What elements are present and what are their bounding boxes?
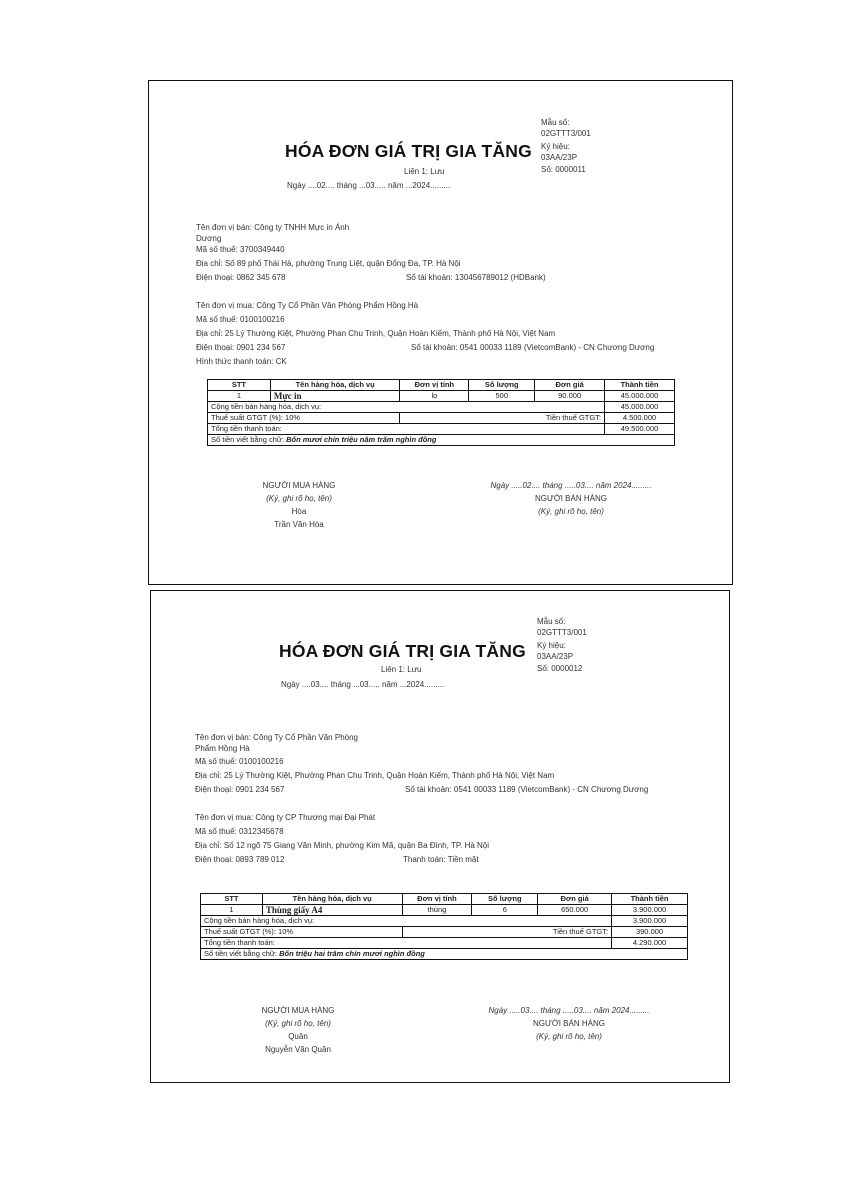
- amount-in-words: Bốn triệu hai trăm chín mươi nghìn đồng: [279, 949, 425, 958]
- invoice-date: Ngày ....02.... tháng ...03..... năm ...2024.........: [287, 181, 451, 190]
- subtotal-value: 45.000.000: [605, 402, 675, 413]
- table-row: [201, 905, 688, 916]
- table-header-row: [201, 894, 688, 905]
- buyer-sign-title: NGƯỜI MUA HÀNG: [262, 481, 336, 490]
- seller-sign-title: NGƯỜI BÁN HÀNG: [535, 494, 607, 503]
- seller-sign-title: NGƯỜI BÁN HÀNG: [533, 1019, 605, 1028]
- buyer-sign-note: (Ký, ghi rõ họ, tên): [266, 494, 332, 503]
- subtotal-value: 3.900.000: [612, 916, 688, 927]
- total-row: [208, 424, 675, 435]
- col-header: Đơn vị tính: [402, 894, 472, 905]
- subtotal-row: [201, 916, 688, 927]
- cell-amount: 3.900.000: [612, 905, 688, 916]
- total-label: Tổng tiền thanh toán:: [201, 938, 612, 949]
- invoice-meta: [541, 117, 591, 175]
- cell-item: Thùng giấy A4: [262, 905, 402, 916]
- buyer-address: Địa chỉ: Số 12 ngõ 75 Giang Văn Minh, phường Kim Mã, quận Ba Đình, TP. Hà Nội: [195, 841, 490, 850]
- subtotal-label: Cộng tiền bán hàng hóa, dịch vụ:: [208, 402, 605, 413]
- buyer-phone: Điện thoại: 0893 789 012: [195, 855, 285, 864]
- cell-stt: 1: [201, 905, 263, 916]
- payment-method: Hình thức thanh toán: CK: [196, 357, 287, 366]
- seller-account: Số tài khoản: 130456789012 (HDBank): [406, 273, 546, 282]
- cell-unit: lọ: [400, 391, 469, 402]
- buyer-sign-note: (Ký, ghi rõ họ, tên): [265, 1019, 331, 1028]
- col-header: Đơn vị tính: [400, 380, 469, 391]
- buyer-name: Tên đơn vị mua: Công ty CP Thương mại Đại Phát: [195, 813, 376, 822]
- seller-phone: Điện thoại: 0901 234 567: [195, 785, 285, 794]
- seller-signature: [469, 1004, 669, 1043]
- seller-phone: Điện thoại: 0862 345 678: [196, 273, 286, 282]
- buyer-tax: Mã số thuế: 0100100216: [196, 315, 285, 324]
- table-header-row: [208, 380, 675, 391]
- seller-name-cont: Dương: [196, 233, 222, 243]
- col-header: Số lượng: [469, 380, 535, 391]
- vat-rate: Thuế suất GTGT (%): 10%: [201, 927, 403, 938]
- payment-method: Thanh toán: Tiền mặt: [403, 855, 479, 864]
- invoice-2: [150, 590, 730, 1083]
- seller-name: Tên đơn vị bán: Công ty TNHH Mực in Ánh: [196, 223, 350, 232]
- amount-in-words-cell: [208, 435, 675, 446]
- subtotal-row: [208, 402, 675, 413]
- buyer-tax: Mã số thuế: 0312345678: [195, 827, 284, 836]
- items-table: [207, 379, 675, 446]
- col-header: Tên hàng hóa, dịch vụ: [270, 380, 400, 391]
- words-label: Số tiền viết bằng chữ:: [204, 949, 280, 958]
- vat-label: Tiền thuế GTGT:: [400, 413, 605, 424]
- symbol-value: 03AA/23P: [541, 153, 578, 162]
- buyer-sign-title: NGƯỜI MUA HÀNG: [261, 1006, 335, 1015]
- seller-sign-note: (Ký, ghi rõ họ, tên): [536, 1032, 602, 1041]
- seller-signature: [471, 479, 671, 518]
- col-header: Thành tiền: [605, 380, 675, 391]
- seller-name: Tên đơn vị bán: Công Ty Cổ Phần Văn Phòng: [195, 733, 358, 742]
- cell-unit: thùng: [402, 905, 472, 916]
- seller-sign-date: Ngày .....02.... tháng .....03.... năm 2024.........: [490, 481, 652, 490]
- col-header: Đơn giá: [535, 380, 605, 391]
- buyer-address: Địa chỉ: 25 Lý Thường Kiệt, Phường Phan Chu Trinh, Quận Hoàn Kiếm, Thành phố Hà Nội, Việt Nam: [196, 329, 556, 338]
- col-header: Thành tiền: [612, 894, 688, 905]
- invoice-number: Số: 0000012: [537, 664, 583, 673]
- form-value: 02GTTT3/001: [537, 628, 587, 637]
- col-header: STT: [201, 894, 263, 905]
- vat-row: [208, 413, 675, 424]
- words-label: Số tiền viết bằng chữ:: [211, 435, 287, 444]
- symbol-value: 03AA/23P: [537, 652, 574, 661]
- seller-name-cont: Phẩm Hồng Hà: [195, 743, 250, 753]
- symbol-label: Ký hiệu:: [537, 641, 566, 650]
- cell-stt: 1: [208, 391, 271, 402]
- total-value: 49.500.000: [605, 424, 675, 435]
- seller-tax: Mã số thuế: 0100100216: [195, 757, 284, 766]
- vat-rate: Thuế suất GTGT (%): 10%: [208, 413, 400, 424]
- form-label: Mẫu số:: [537, 617, 566, 626]
- buyer-sign: Hòa: [291, 507, 307, 516]
- symbol-label: Ký hiệu:: [541, 142, 570, 151]
- invoice-number: Số: 0000011: [541, 165, 586, 174]
- vat-amount: 390.000: [612, 927, 688, 938]
- col-header: STT: [208, 380, 271, 391]
- amount-in-words-cell: [201, 949, 688, 960]
- table-row: [208, 391, 675, 402]
- cell-item: Mực in: [270, 391, 400, 402]
- total-value: 4.290.000: [612, 938, 688, 949]
- buyer-sign-name: Trần Văn Hòa: [274, 520, 324, 529]
- buyer-phone: Điện thoại: 0901 234 567: [196, 343, 286, 352]
- subtotal-label: Cộng tiền bán hàng hóa, dịch vụ:: [201, 916, 612, 927]
- invoice-1: [148, 80, 733, 585]
- cell-qty: 6: [472, 905, 538, 916]
- invoice-title: HÓA ĐƠN GIÁ TRỊ GIA TĂNG: [285, 141, 532, 161]
- seller-tax: Mã số thuế: 3700349440: [196, 245, 285, 254]
- col-header: Tên hàng hóa, dịch vụ: [262, 894, 402, 905]
- total-row: [201, 938, 688, 949]
- buyer-sign: Quân: [288, 1032, 308, 1041]
- seller-sign-note: (Ký, ghi rõ họ, tên): [538, 507, 604, 516]
- seller-address: Địa chỉ: 25 Lý Thường Kiệt, Phường Phan Chu Trinh, Quận Hoàn Kiếm, Thành phố Hà Nội, Việt Nam: [195, 771, 555, 780]
- invoice-title: HÓA ĐƠN GIÁ TRỊ GIA TĂNG: [279, 641, 526, 661]
- invoice-meta: [537, 616, 587, 674]
- vat-amount: 4.500.000: [605, 413, 675, 424]
- invoice-date: Ngày ....03.... tháng ...03..... năm ...2024.........: [281, 680, 445, 689]
- seller-sign-date: Ngày .....03.... tháng .....03.... năm 2024.........: [488, 1006, 650, 1015]
- copy-label: Liên 1: Lưu: [404, 167, 445, 176]
- buyer-signature: [238, 1004, 358, 1056]
- buyer-sign-name: Nguyễn Văn Quân: [265, 1045, 331, 1054]
- col-header: Đơn giá: [538, 894, 612, 905]
- items-table: [200, 893, 688, 960]
- buyer-account: Số tài khoản: 0541 00033 1189 (VietcomBank) - CN Chương Dương: [411, 343, 655, 352]
- col-header: Số lượng: [472, 894, 538, 905]
- seller-address: Địa chỉ: Số 89 phố Thái Hà, phường Trung Liệt, quận Đống Đa, TP. Hà Nội: [196, 259, 461, 268]
- form-value: 02GTTT3/001: [541, 129, 591, 138]
- amount-in-words: Bốn mươi chín triệu năm trăm nghìn đồng: [286, 435, 437, 444]
- buyer-signature: [239, 479, 359, 531]
- words-row: [201, 949, 688, 960]
- cell-price: 650.000: [538, 905, 612, 916]
- cell-amount: 45.000.000: [605, 391, 675, 402]
- vat-label: Tiền thuế GTGT:: [402, 927, 612, 938]
- form-label: Mẫu số:: [541, 118, 570, 127]
- cell-price: 90.000: [535, 391, 605, 402]
- cell-qty: 500: [469, 391, 535, 402]
- seller-account: Số tài khoản: 0541 00033 1189 (VietcomBank) - CN Chương Dương: [405, 785, 649, 794]
- words-row: [208, 435, 675, 446]
- seller-block: [196, 223, 349, 244]
- vat-row: [201, 927, 688, 938]
- seller-block: [195, 733, 358, 754]
- copy-label: Liên 1: Lưu: [381, 665, 422, 674]
- total-label: Tổng tiền thanh toán:: [208, 424, 605, 435]
- buyer-name: Tên đơn vị mua: Công Ty Cổ Phần Văn Phòng Phẩm Hồng Hà: [196, 301, 419, 310]
